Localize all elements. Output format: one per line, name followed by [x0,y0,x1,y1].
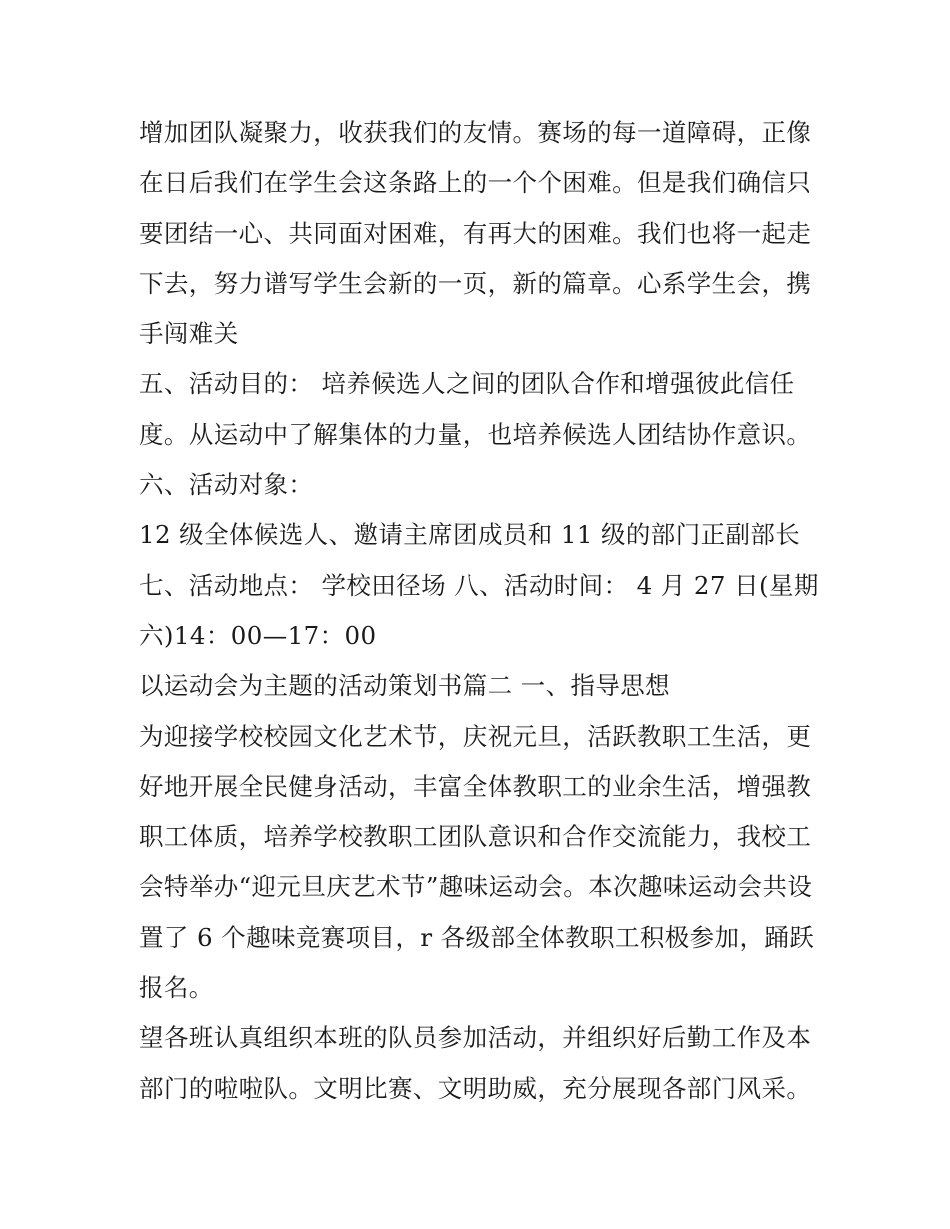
text-line-19: 望各班认真组织本班的队员参加活动，并组织好后勤工作及本 [139,1023,812,1053]
text-line-11: 六)14：00—17：00 [139,620,377,650]
part-two-heading: 以运动会为主题的活动策划书篇二 一、指导思想 [139,671,671,701]
text-line-14: 好地开展全民健身活动，丰富全体教职工的业余生活，增强教 [139,771,812,801]
text-line-20: 部门的啦啦队。文明比赛、文明助威，充分展现各部门风采。 [139,1073,812,1103]
text-line-18: 报名。 [139,973,214,1003]
text-line-1: 增加团队凝聚力，收获我们的友情。赛场的每一道障碍，正像 [139,118,812,147]
text-line-17: 置了 6 个趣味竞赛项目，r 各级部全体教职工积极参加，踊跃 [139,922,815,952]
text-line-9: 12 级全体候选人、邀请主席团成员和 11 级的部门正副部长 [139,520,801,550]
section-six-participants: 六、活动对象： [139,470,314,500]
section-five-purpose: 五、活动目的： 培养候选人之间的团队合作和增强彼此信任 [139,369,795,399]
text-line-7: 度。从运动中了解集体的力量，也培养候选人团结协作意识。 [139,419,812,449]
text-line-13: 为迎接学校校园文化艺术节，庆祝元旦，活跃教职工生活，更 [139,721,812,751]
text-line-5: 手闯难关 [139,319,239,349]
text-line-2: 在日后我们在学生会这条路上的一个个困难。但是我们确信只 [139,168,812,198]
text-line-3: 要团结一心、共同面对困难，有再大的困难。我们也将一起走 [139,218,812,248]
section-seven-location: 七、活动地点： 学校田径场 八、活动时间： 4 月 27 日(星期 [139,570,819,600]
text-line-15: 职工体质，培养学校教职工团队意识和合作交流能力，我校工 [139,822,812,852]
document-body [139,108,819,1114]
text-line-4: 下去，努力谱写学生会新的一页，新的篇章。心系学生会，携 [139,268,812,298]
text-line-16: 会特举办“迎元旦庆艺术节”趣味运动会。本次趣味运动会共设 [139,872,813,902]
